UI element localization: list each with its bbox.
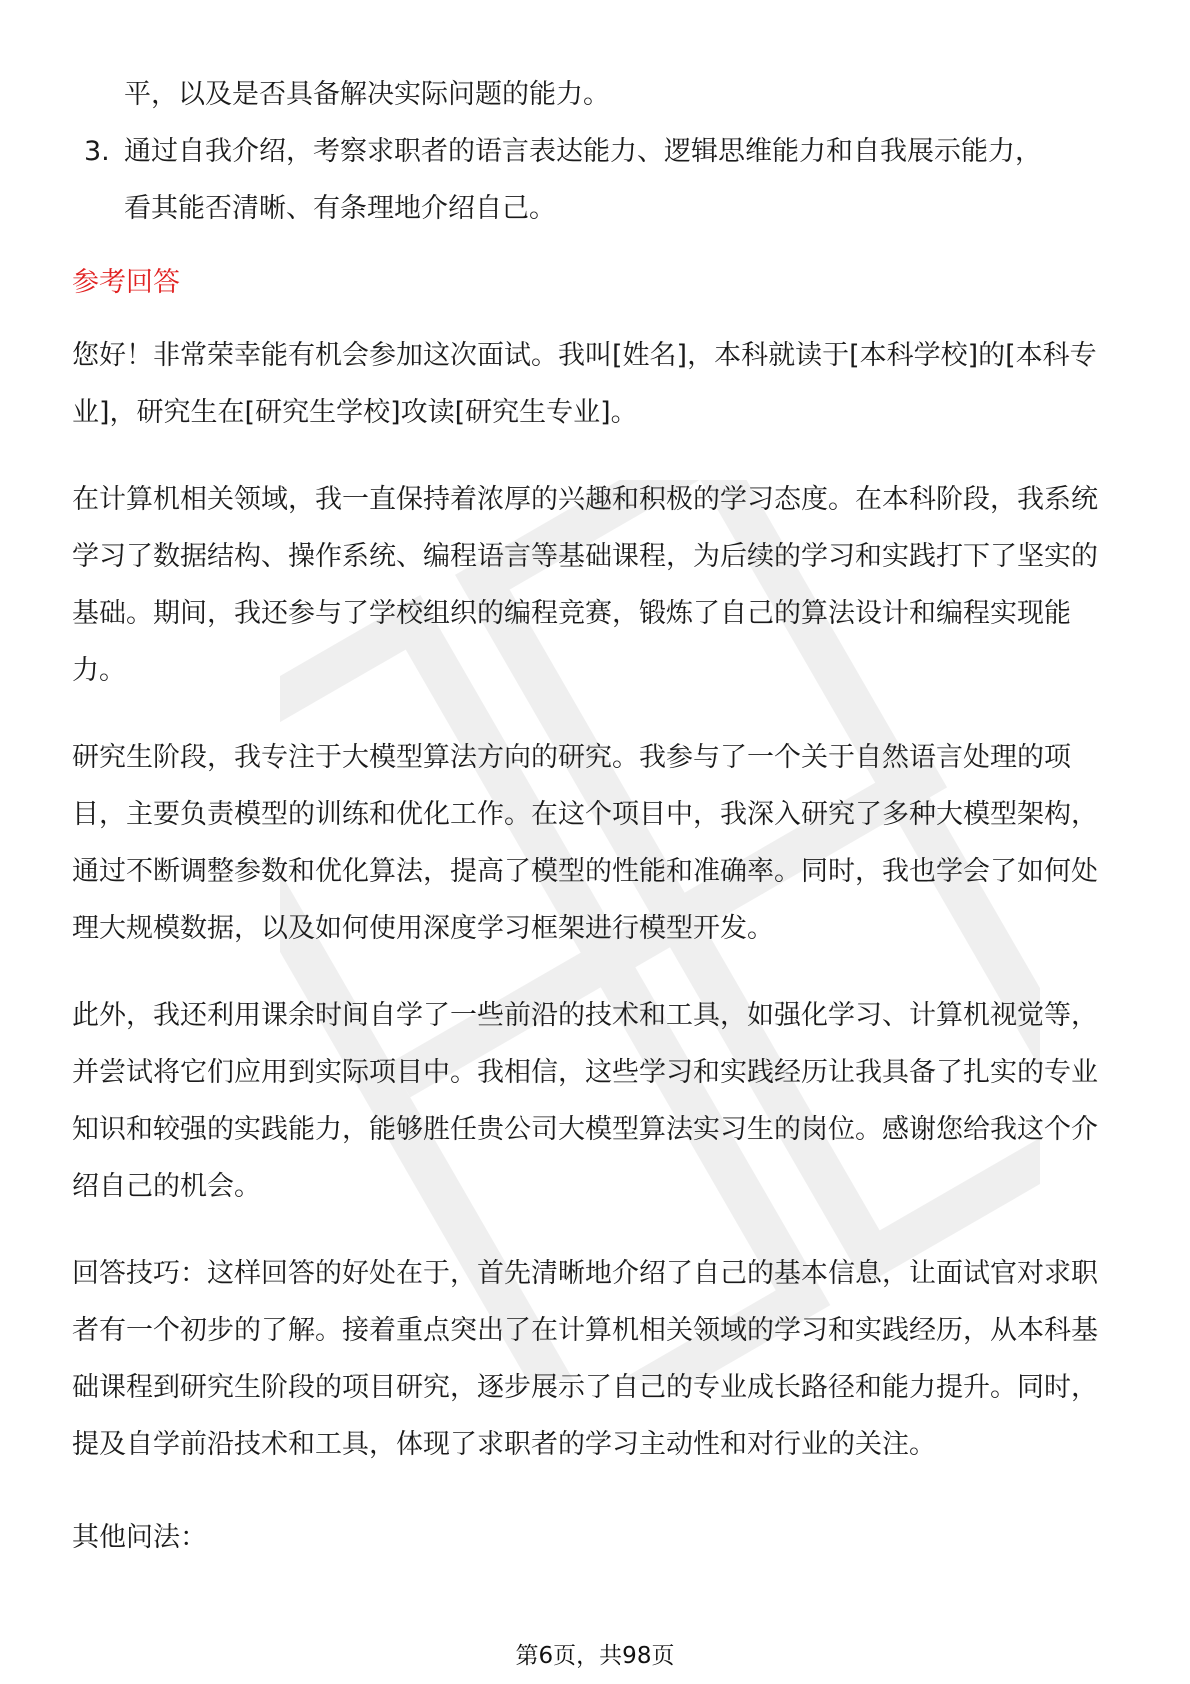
list-item-2-continuation: 平，以及是否具备解决实际问题的能力。 xyxy=(124,79,610,110)
paragraph-other-questions: 其他问法： xyxy=(72,1522,207,1553)
paragraph-answer-tips: 回答技巧：这样回答的好处在于，首先清晰地介绍了自己的基本信息，让面试官对求职者有一个初步的了解。接着重点突出了在计算机相关领域的学习和实践经历，从本科基础课程到研究生阶段的项目研究，逐步展示了自己的专业成长路径和能力提升。同时，提及自学前沿技术和工具，体现了求职者的学习主动性和对行业的关注。 xyxy=(72,1258,1098,1460)
list-number: 3. xyxy=(84,136,110,167)
paragraph-undergraduate: 在计算机相关领域，我一直保持着浓厚的兴趣和积极的学习态度。在本科阶段，我系统学习了数据结构、操作系统、编程语言等基础课程，为后续的学习和实践打下了坚实的基础。期间，我还参与了学校组织的编程竞赛，锻炼了自己的算法设计和编程实现能力。 xyxy=(72,484,1098,686)
paragraph-graduate: 研究生阶段，我专注于大模型算法方向的研究。我参与了一个关于自然语言处理的项目，主要负责模型的训练和优化工作。在这个项目中，我深入研究了多种大模型架构，通过不断调整参数和优化算法，提高了模型的性能和准确率。同时，我也学会了如何处理大规模数据，以及如何使用深度学习框架进行模型开发。 xyxy=(72,742,1098,944)
page-number: 第6页，共98页 xyxy=(515,1643,675,1669)
list-item-continuation: 看其能否清晰、有条理地介绍自己。 xyxy=(124,193,556,224)
paragraph-greeting: 您好！非常荣幸能有机会参加这次面试。我叫[姓名]，本科就读于[本科学校]的[本科专业]，研究生在[研究生学校]攻读[研究生专业]。 xyxy=(72,340,1097,428)
list-item-3 xyxy=(72,123,1122,237)
list-item-text: 通过自我介绍，考察求职者的语言表达能力、逻辑思维能力和自我展示能力， xyxy=(124,136,1042,167)
document-body xyxy=(72,66,1122,1596)
paragraph-self-study: 此外，我还利用课余时间自学了一些前沿的技术和工具，如强化学习、计算机视觉等，并尝试将它们应用到实际项目中。我相信，这些学习和实践经历让我具备了扎实的专业知识和较强的实践能力，能够胜任贵公司大模型算法实习生的岗位。感谢您给我这个介绍自己的机会。 xyxy=(72,1000,1098,1202)
section-heading: 参考回答 xyxy=(72,267,180,298)
